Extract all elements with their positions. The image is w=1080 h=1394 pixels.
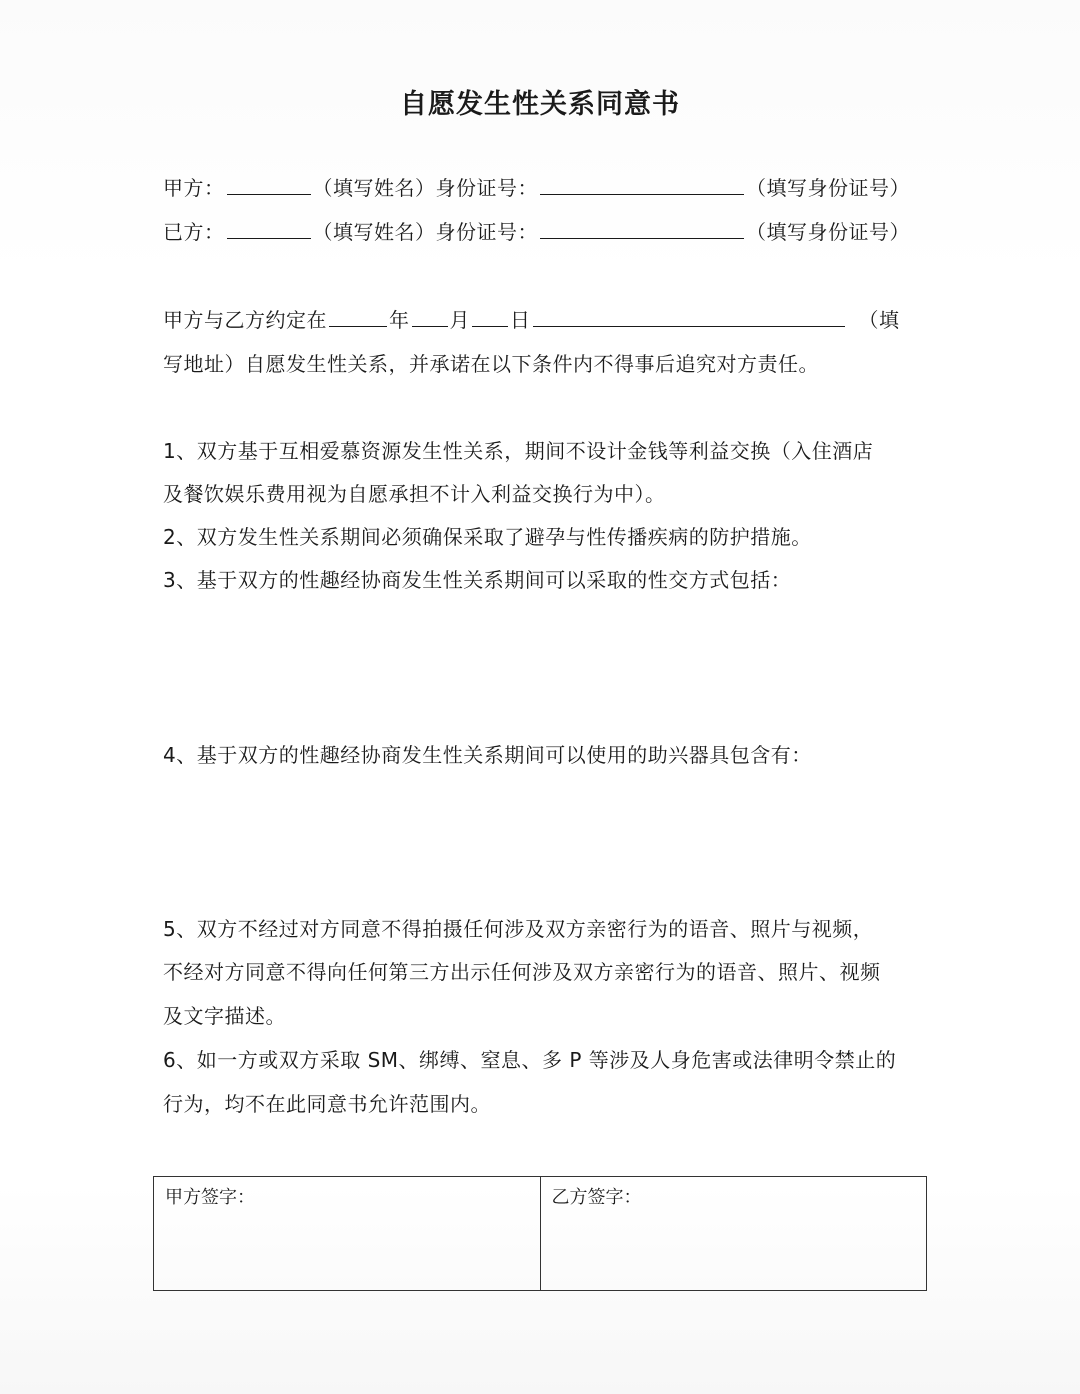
party-b-label: 已方： [163, 220, 225, 244]
signature-table [153, 1176, 927, 1291]
month-label: 月 [449, 308, 470, 332]
party-b-id-blank[interactable] [540, 218, 744, 239]
agreement-prefix: 甲方与乙方约定在 [163, 308, 327, 332]
clause-6-line-1: 6、如一方或双方采取 SM、绑缚、窒息、多 P 等涉及人身危害或法律明令禁止的 [163, 1048, 897, 1072]
clause-1-line-1: 1、双方基于互相爱慕资源发生性关系，期间不设计金钱等利益交换（入住酒店 [163, 439, 874, 463]
party-a-id-hint: （填写身份证号） [746, 176, 910, 200]
clause-2: 2、双方发生性关系期间必须确保采取了避孕与性传播疾病的防护措施。 [163, 525, 812, 549]
address-blank[interactable] [533, 306, 845, 327]
clause-4: 4、基于双方的性趣经协商发生性关系期间可以使用的助兴器具包含有： [163, 743, 812, 767]
party-b-line [163, 218, 910, 246]
agreement-suffix: （填 [858, 308, 900, 332]
clause-5-line-3: 及文字描述。 [163, 1004, 286, 1028]
party-b-name-hint: （填写姓名）身份证号： [312, 220, 538, 244]
year-label: 年 [389, 308, 410, 332]
party-a-signature-cell[interactable] [154, 1177, 540, 1290]
day-label: 日 [510, 308, 531, 332]
clause-6-line-2: 行为，均不在此同意书允许范围内。 [163, 1092, 491, 1116]
party-b-signature-label: 乙方签字： [551, 1187, 642, 1208]
month-blank[interactable] [412, 306, 448, 327]
party-a-id-blank[interactable] [540, 174, 744, 195]
clause-1-line-2: 及餐饮娱乐费用视为自愿承担不计入利益交换行为中）。 [163, 482, 666, 506]
party-b-id-hint: （填写身份证号） [746, 220, 910, 244]
agreement-line-2: 写地址）自愿发生性关系，并承诺在以下条件内不得事后追究对方责任。 [163, 352, 819, 376]
clause-5-line-1: 5、双方不经过对方同意不得拍摄任何涉及双方亲密行为的语音、照片与视频， [163, 917, 874, 941]
agreement-line-1 [163, 306, 900, 334]
party-a-line [163, 174, 910, 202]
party-a-name-hint: （填写姓名）身份证号： [312, 176, 538, 200]
clause-5-line-2: 不经对方同意不得向任何第三方出示任何涉及双方亲密行为的语音、照片、视频 [163, 960, 881, 984]
party-b-signature-cell[interactable] [540, 1177, 927, 1290]
clause-3: 3、基于双方的性趣经协商发生性关系期间可以采取的性交方式包括： [163, 568, 792, 592]
document-title: 自愿发生性关系同意书 [400, 89, 680, 120]
party-a-name-blank[interactable] [227, 174, 311, 195]
day-blank[interactable] [472, 306, 508, 327]
party-b-name-blank[interactable] [227, 218, 311, 239]
year-blank[interactable] [329, 306, 387, 327]
party-a-signature-label: 甲方签字： [165, 1187, 255, 1208]
party-a-label: 甲方： [163, 176, 225, 200]
